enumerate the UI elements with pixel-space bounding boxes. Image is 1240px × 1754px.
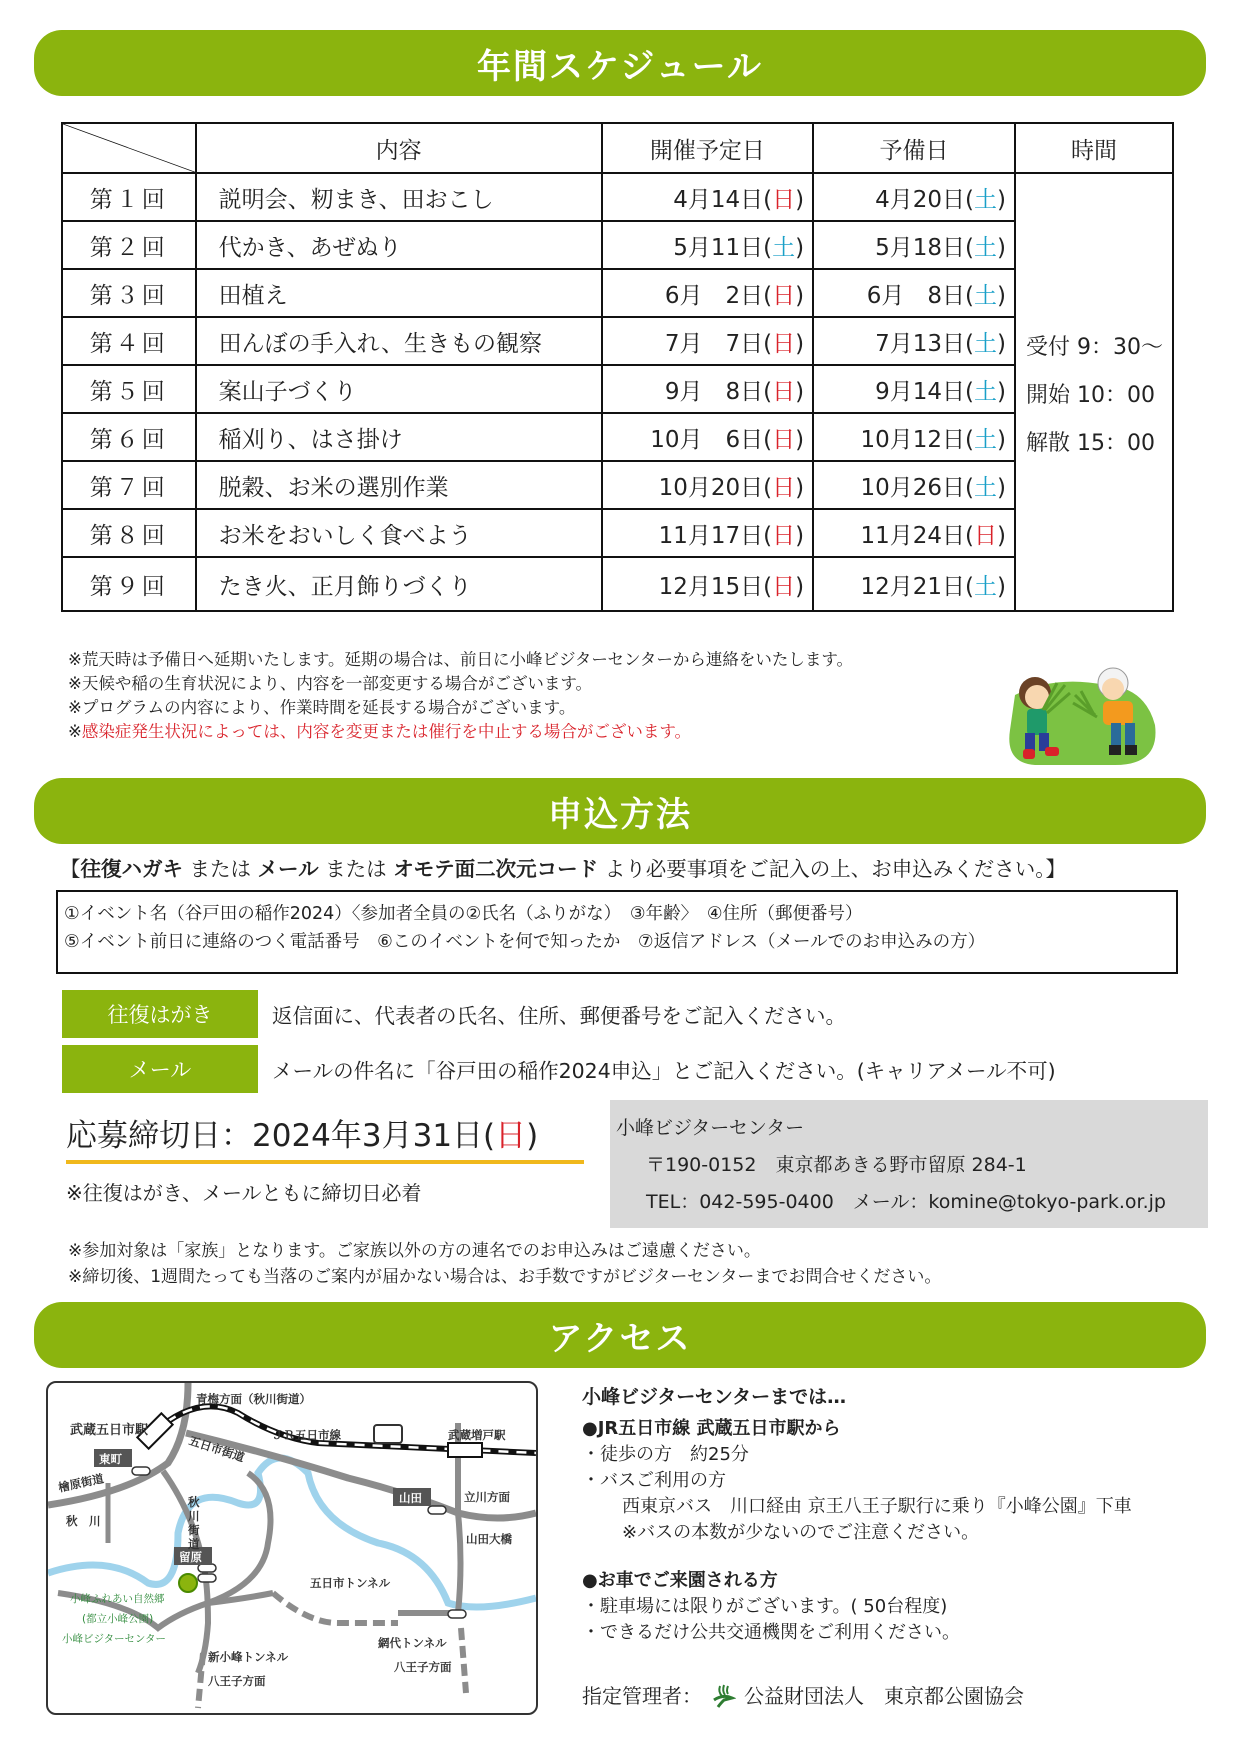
header-content: 内容: [196, 123, 602, 173]
spare-date-cell: 11月24日(日): [813, 509, 1015, 557]
contact-tel-email: TEL：042-595-0400 メール：komine@tokyo-park.or.jp: [646, 1191, 1166, 1213]
section-title: アクセス: [548, 1318, 692, 1359]
method-email: [62, 1045, 1056, 1093]
contact-box: [610, 1100, 1208, 1228]
round-label: 第７回: [62, 461, 196, 509]
spare-date-cell: 10月26日(土): [813, 461, 1015, 509]
deadline-note: ※往復はがき、メールともに締切日必着: [66, 1181, 422, 1205]
access-train-heading: ●JR五日市線 武蔵五日市駅から: [582, 1418, 841, 1439]
access-map: [46, 1381, 538, 1715]
note-line: ※天候や稲の生育状況により、内容を一部変更する場合がございます。: [68, 674, 593, 693]
spare-date-cell: 9月14日(土): [813, 365, 1015, 413]
required-items-line: ⑤イベント前日に連絡のつく電話番号 ⑥このイベントを何で知ったか ⑦返信アドレス（メールでのお申込みの方）: [64, 932, 986, 952]
date-cell: 6月 2日(日): [602, 269, 814, 317]
table-row: [62, 557, 1173, 611]
content-cell: お米をおいしく食べよう: [196, 509, 602, 557]
deadline: 応募締切日：2024年3月31日(日): [66, 1118, 539, 1154]
diagonal-header-cell: [62, 123, 196, 173]
content-cell: たき火、正月飾りづくり: [196, 557, 602, 611]
date-cell: 10月 6日(日): [602, 413, 814, 461]
access-title: 小峰ビジターセンターまでは…: [582, 1386, 847, 1408]
header-spare: 予備日: [813, 123, 1015, 173]
method-tag: 往復はがき: [62, 990, 258, 1038]
time-cell: [1015, 173, 1173, 611]
content-cell: 案山子づくり: [196, 365, 602, 413]
section-title: 年間スケジュール: [477, 46, 763, 87]
time-start: 開始 10：00: [1025, 383, 1155, 408]
schedule-table: [61, 122, 1174, 612]
note-line-warning: ※感染症発生状況によっては、内容を変更または催行を中止する場合がございます。: [68, 722, 692, 741]
spare-date-cell: 5月18日(土): [813, 221, 1015, 269]
date-cell: 9月 8日(日): [602, 365, 814, 413]
note-line: ※荒天時は予備日へ延期いたします。延期の場合は、前日に小峰ビジターセンターから連絡をいたします。: [68, 650, 854, 669]
access-bus: ・バスご利用の方: [582, 1470, 726, 1491]
section-banner-access: [34, 1302, 1206, 1368]
manager-label: 指定管理者：: [582, 1684, 702, 1708]
access-info: [582, 1384, 1132, 1646]
date-cell: 11月17日(日): [602, 509, 814, 557]
date-cell: 4月14日(日): [602, 173, 814, 221]
date-cell: 10月20日(日): [602, 461, 814, 509]
table-row: [62, 173, 1173, 221]
method-desc: メールの件名に「谷戸田の稲作2024申込」とご記入ください。(キャリアメール不可): [272, 1059, 1056, 1083]
contact-address: 〒190-0152 東京都あきる野市留原 284-1: [646, 1154, 1027, 1176]
section-banner-apply: [34, 778, 1206, 844]
table-row: [62, 413, 1173, 461]
date-cell: 7月 7日(日): [602, 317, 814, 365]
content-cell: 代かき、あぜぬり: [196, 221, 602, 269]
round-label: 第１回: [62, 173, 196, 221]
note-line: ※参加対象は「家族」となります。ご家族以外の方の連名でのお申込みはご遠慮ください。: [68, 1241, 761, 1261]
method-tag: メール: [62, 1045, 258, 1093]
time-dismiss: 解散 15：00: [1025, 431, 1155, 456]
content-cell: 説明会、籾まき、田おこし: [196, 173, 602, 221]
manager-org: 公益財団法人 東京都公園協会: [744, 1684, 1024, 1708]
round-label: 第４回: [62, 317, 196, 365]
header-date: 開催予定日: [602, 123, 814, 173]
designated-manager: [582, 1680, 1024, 1709]
access-walk: ・徒歩の方 約25分: [582, 1444, 749, 1465]
access-parking: ・駐車場には限りがございます。( 50台程度): [582, 1596, 948, 1617]
round-label: 第６回: [62, 413, 196, 461]
header-time: 時間: [1015, 123, 1173, 173]
content-cell: 田植え: [196, 269, 602, 317]
table-row: [62, 509, 1173, 557]
spare-date-cell: 10月12日(土): [813, 413, 1015, 461]
round-label: 第５回: [62, 365, 196, 413]
table-row: [62, 461, 1173, 509]
content-cell: 田んぼの手入れ、生きもの観察: [196, 317, 602, 365]
time-reception: 受付 9：30～: [1025, 335, 1163, 360]
round-label: 第２回: [62, 221, 196, 269]
section-title: 申込方法: [548, 794, 692, 835]
deadline-underline: [66, 1160, 584, 1164]
required-items-box: [56, 890, 1178, 974]
access-bus-detail: 西東京バス 川口経由 京王八王子駅行に乗り『小峰公園』下車: [622, 1496, 1132, 1517]
section-banner-schedule: [34, 30, 1206, 96]
note-line: ※締切後、1週間たっても当落のご案内が届かない場合は、お手数ですがビジターセンターまでお問合せください。: [68, 1267, 942, 1287]
map-labels: 青梅方面（秋川街道） 武蔵五日市駅 ＪＲ五日市線 武蔵増戸駅 東町 五日市街道 檜原街道 秋 川 秋川街道 山田 立川方面 山田大橋 留原 五日市トンネル 小峰ふれあい自然郷 (都立小峰公園) 小峰ビジターセンター 新小峰トンネル 八王子方面 網代トンネル 八王子方面: [57, 1392, 512, 1688]
content-cell: 稲刈り、はさ掛け: [196, 413, 602, 461]
contact-name: 小峰ビジターセンター: [616, 1117, 805, 1139]
note-line: ※プログラムの内容により、作業時間を延長する場合がございます。: [68, 698, 576, 717]
table-row: [62, 269, 1173, 317]
apply-instructions: 【往復ハガキ または メール または オモテ面二次元コード より必要事項をご記入の上、お申込みください。】: [60, 857, 1066, 881]
application-notes: [68, 1238, 941, 1290]
access-bus-note: ※バスの本数が少ないのでご注意ください。: [622, 1522, 980, 1543]
rice-harvest-illustration: [995, 655, 1165, 767]
date-cell: 12月15日(日): [602, 557, 814, 611]
round-label: 第３回: [62, 269, 196, 317]
park-association-logo-icon: [710, 1682, 736, 1708]
round-label: 第９回: [62, 557, 196, 611]
required-items-line: ①イベント名（谷戸田の稲作2024）〈参加者全員の②氏名（ふりがな） ③年齢〉 ④住所（郵便番号）: [64, 904, 863, 924]
date-cell: 5月11日(土): [602, 221, 814, 269]
access-car-heading: ●お車でご来園される方: [582, 1570, 778, 1591]
schedule-notes: [68, 648, 853, 744]
spare-date-cell: 12月21日(土): [813, 557, 1015, 611]
spare-date-cell: 4月20日(土): [813, 173, 1015, 221]
method-postcard: [62, 990, 846, 1038]
method-desc: 返信面に、代表者の氏名、住所、郵便番号をご記入ください。: [272, 1004, 846, 1028]
table-header-row: [62, 123, 1173, 173]
table-row: [62, 221, 1173, 269]
content-cell: 脱穀、お米の選別作業: [196, 461, 602, 509]
spare-date-cell: 7月13日(土): [813, 317, 1015, 365]
table-row: [62, 317, 1173, 365]
table-row: [62, 365, 1173, 413]
spare-date-cell: 6月 8日(土): [813, 269, 1015, 317]
access-public-transport: ・できるだけ公共交通機関をご利用ください。: [582, 1622, 960, 1643]
round-label: 第８回: [62, 509, 196, 557]
